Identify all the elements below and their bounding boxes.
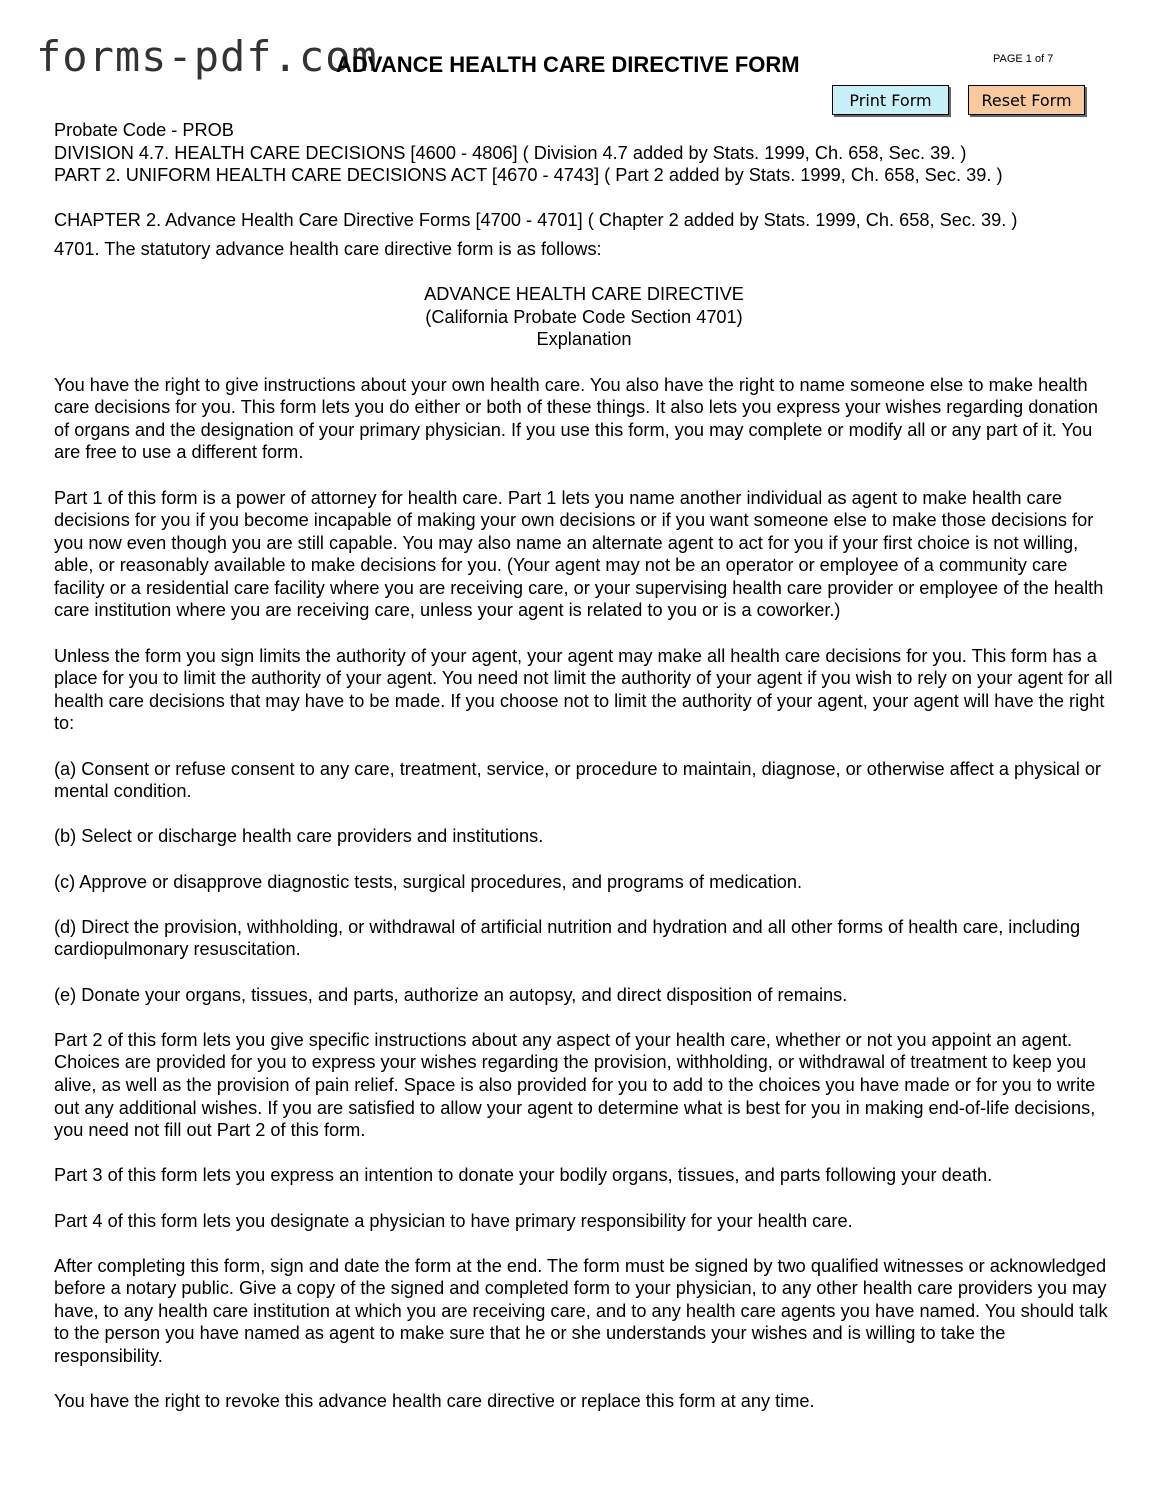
paragraph-rights: You have the right to give instructions about your own health care. You also have the right to name someone else to make health care decisions for you. This form lets you do either or both of these things. It also lets you express your wishes regarding donation of organs and the designation of your primary physician. If you use this form, you may complete or modify all or any part of it. You are free to use a different form. [54,374,1098,463]
division-line: DIVISION 4.7. HEALTH CARE DECISIONS [4600 - 4806] ( Division 4.7 added by Stats. 1999, Ch. 658, Sec. 39. ) [54,142,967,163]
paragraph-revoke: You have the right to revoke this advance health care directive or replace this form at any time. [54,1391,815,1412]
list-item-c: (c) Approve or disapprove diagnostic tests, surgical procedures, and programs of medication. [54,871,803,892]
paragraph-part1: Part 1 of this form is a power of attorney for health care. Part 1 lets you name another individual as agent to make health care decisions for you if you become incapable of making your own decisions or if you want someone else to make those decisions for you now even though you are still capable. You may also name an alternate agent to act for you if your first choice is not willing, able, or reasonably available to make decisions for you. (Your agent may not be an operator or employee of a community care facility or a residential care facility where you are receiving care, or your supervising health care provider or employee of the health care institution where you are receiving care, unless your agent is related to you or is a coworker.) [54,487,1104,621]
list-item-d: (d) Direct the provision, withholding, or withdrawal of artificial nutrition and hydration and all other forms of health care, including cardiopulmonary resuscitation. [54,916,1081,960]
directive-heading: ADVANCE HEALTH CARE DIRECTIVE [424,284,744,305]
paragraph-part4: Part 4 of this form lets you designate a physician to have primary responsibility for your health care. [54,1210,853,1231]
list-item-e: (e) Donate your organs, tissues, and parts, authorize an autopsy, and direct disposition of remains. [54,984,848,1005]
watermark-logo: forms-pdf.com [36,32,378,81]
explanation-heading: Explanation [536,329,632,350]
reset-form-button[interactable]: Reset Form [968,85,1085,115]
chapter-line: CHAPTER 2. Advance Health Care Directive Forms [4700 - 4701] ( Chapter 2 added by Stats. 1999, Ch. 658, Sec. 39. ) [54,210,1018,231]
paragraph-part3: Part 3 of this form lets you express an intention to donate your bodily organs, tissues, and parts following your death. [54,1165,993,1186]
document-body [54,119,1114,1413]
paragraph-agent-authority: Unless the form you sign limits the authority of your agent, your agent may make all health care decisions for you. This form has a place for you to limit the authority of your agent. You need not limit the authority of your agent if you wish to rely on your agent for all health care decisions that may have to be made. If you choose not to limit the authority of your agent, your agent will have the right to: [54,645,1113,734]
paragraph-signing: After completing this form, sign and date the form at the end. The form must be signed by two qualified witnesses or acknowledged before a notary public. Give a copy of the signed and completed form to your physician, to any other health care providers you may have, to any health care institution at which you are receiving care, and to any health care agents you have named. You should talk to the person you have named as agent to make sure that he or she understands your wishes and is willing to take the responsibility. [54,1255,1108,1367]
page-indicator: PAGE 1 of 7 [993,53,1054,65]
statute-line: 4701. The statutory advance health care directive form is as follows: [54,238,602,259]
part-line: PART 2. UNIFORM HEALTH CARE DECISIONS ACT [4670 - 4743] ( Part 2 added by Stats. 1999, Ch. 658, Sec. 39. ) [54,165,1003,186]
paragraph-part2: Part 2 of this form lets you give specific instructions about any aspect of your health care, whether or not you appoint an agent. Choices are provided for you to express your wishes regarding the provision, withholding, or withdrawal of treatment to keep you alive, as well as the provision of pain relief. Space is also provided for you to add to the choices you have made or for you to write out any additional wishes. If you are satisfied to allow your agent to determine what is best for you in making end-of-life decisions, you need not fill out Part 2 of this form. [54,1029,1096,1141]
form-title: ADVANCE HEALTH CARE DIRECTIVE FORM [336,52,800,77]
list-item-a: (a) Consent or refuse consent to any care, treatment, service, or procedure to maintain, diagnose, or otherwise affect a physical or mental condition. [54,758,1101,802]
directive-subheading: (California Probate Code Section 4701) [425,306,743,327]
print-form-button[interactable]: Print Form [832,85,949,115]
probate-code-line: Probate Code - PROB [54,120,234,140]
list-item-b: (b) Select or discharge health care providers and institutions. [54,826,544,847]
